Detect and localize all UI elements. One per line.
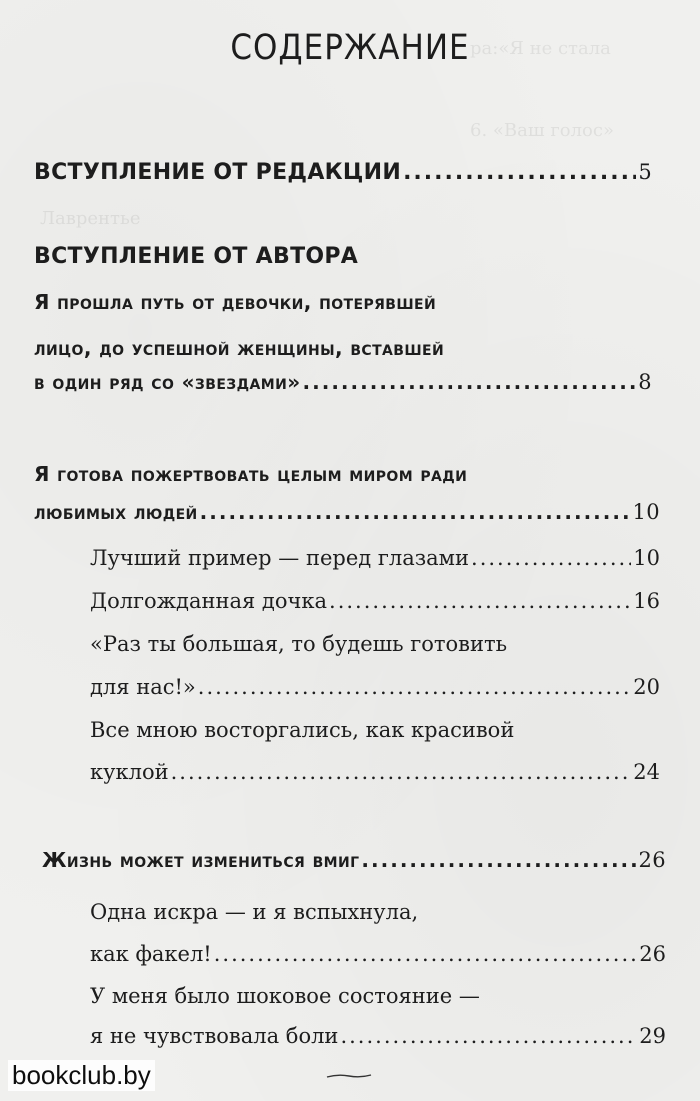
toc-entry-text: Лучший пример — перед глазами <box>90 546 470 570</box>
toc-page-number: 10 <box>632 500 660 524</box>
toc-entry-text: я не чувствовала боли <box>90 1024 339 1048</box>
toc-entry <box>34 290 436 314</box>
ornament-divider <box>326 1072 372 1080</box>
leader-dots <box>171 760 632 784</box>
toc-chapter <box>34 462 467 486</box>
toc-section-heading <box>34 244 358 269</box>
toc-subentry <box>90 760 660 784</box>
toc-page-number: 16 <box>633 589 660 613</box>
toc-subentry <box>90 1024 666 1048</box>
toc-page-number: 24 <box>633 760 660 784</box>
leader-dots <box>200 500 631 524</box>
toc-page-number: 20 <box>633 675 660 699</box>
toc-entry-text: Одна искра — и я вспыхнула, <box>90 900 419 924</box>
toc-entry-text: ВСТУПЛЕНИЕ ОТ РЕДАКЦИИ <box>34 160 402 185</box>
toc-subentry <box>90 718 514 742</box>
leader-dots <box>471 546 631 570</box>
leader-dots <box>403 160 636 185</box>
toc-entry-text: У меня было шоковое состояние — <box>90 984 480 1008</box>
bleed-through-text: Лаврентье <box>40 208 141 229</box>
toc-subentry <box>90 942 666 966</box>
toc-page-number: 10 <box>633 546 660 570</box>
toc-entry-text: Я готова пожертвовать целым миром ради <box>34 462 468 486</box>
leader-dots <box>340 1024 637 1048</box>
leader-dots <box>198 675 632 699</box>
toc-entry-text: Долгожданная дочка <box>90 589 328 613</box>
toc-entry <box>34 336 444 360</box>
toc-subentry <box>90 632 507 656</box>
toc-entry-text: для нас!» <box>90 675 196 699</box>
toc-entry-text: лицо, до успешной женщины, вставшей <box>34 336 445 360</box>
toc-subentry <box>90 984 480 1008</box>
toc-entry-text: Все мною восторгались, как красивой <box>90 718 515 742</box>
toc-entry-text: Жизнь может измениться вмиг <box>42 848 360 872</box>
toc-entry-text: «Раз ты большая, то будешь готовить <box>90 632 508 656</box>
toc-page-number: 26 <box>638 848 666 872</box>
page-title: СОДЕРЖАНИЕ <box>230 27 470 69</box>
toc-entry <box>34 160 652 185</box>
toc-subentry <box>90 675 660 699</box>
toc-entry-text: в один ряд со «звездами» <box>34 370 301 394</box>
leader-dots <box>361 848 636 872</box>
toc-page-number: 8 <box>638 370 652 394</box>
toc-page-number: 5 <box>638 160 652 184</box>
toc-subentry <box>90 900 418 924</box>
leader-dots <box>214 942 638 966</box>
toc-subentry <box>90 546 660 570</box>
leader-dots <box>329 589 631 613</box>
leader-dots <box>303 370 637 394</box>
watermark: bookclub.by <box>8 1060 155 1091</box>
bleed-through-text: ра:«Я не стала <box>470 38 611 59</box>
toc-entry <box>34 370 652 394</box>
bleed-through-text: 6. «Ваш голос» <box>470 120 614 141</box>
toc-page-number: 26 <box>639 942 666 966</box>
toc-subentry <box>90 589 660 613</box>
toc-entry-text: куклой <box>90 760 169 784</box>
toc-page-number: 29 <box>639 1024 666 1048</box>
toc-entry-text: любимых людей <box>34 500 198 524</box>
toc-entry-text: как факел! <box>90 942 212 966</box>
toc-entry-text: ВСТУПЛЕНИЕ ОТ АВТОРА <box>34 244 359 269</box>
toc-chapter <box>34 500 660 524</box>
toc-chapter <box>42 848 666 872</box>
toc-entry-text: Я прошла путь от девочки, потерявшей <box>34 290 437 314</box>
